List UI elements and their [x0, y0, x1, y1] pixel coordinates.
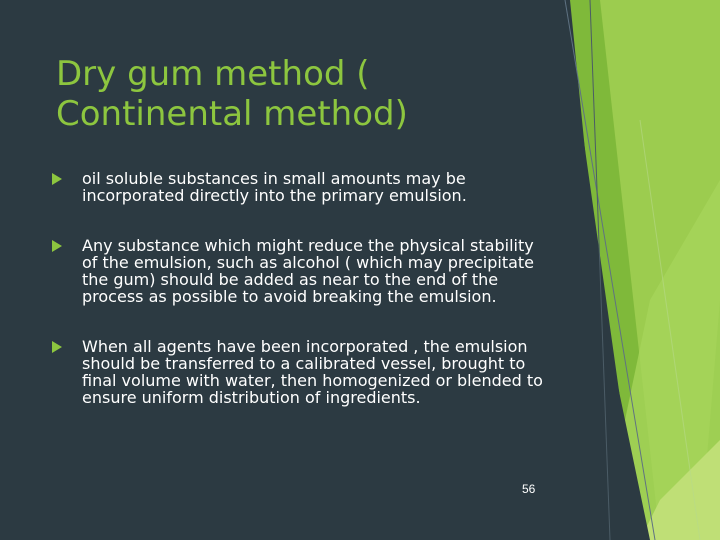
- arrow-bullet-icon: [52, 341, 62, 353]
- bullet-item: [52, 338, 552, 406]
- bullet-item: [52, 237, 552, 305]
- arrow-bullet-icon: [52, 240, 62, 252]
- slide-title: Dry gum method ( Continental method): [56, 54, 408, 134]
- arrow-bullet-icon: [52, 173, 62, 185]
- bullet-list: [52, 170, 552, 406]
- bullet-text: When all agents have been incorporated , the emulsion should be transferred to a calibrated vessel, brought to final volume with water, then homogenized or blended to ensure uniform distribution of ingredients.: [82, 337, 543, 407]
- page-number: 56: [522, 482, 536, 496]
- bullet-item: [52, 170, 552, 204]
- bullet-text: oil soluble substances in small amounts may be incorporated directly into the primary emulsion.: [82, 169, 467, 205]
- bullet-text: Any substance which might reduce the physical stability of the emulsion, such as alcohol ( which may precipitate the gum) should be added as near to the end of the process as possible to avoid breaking the emulsion.: [82, 236, 535, 306]
